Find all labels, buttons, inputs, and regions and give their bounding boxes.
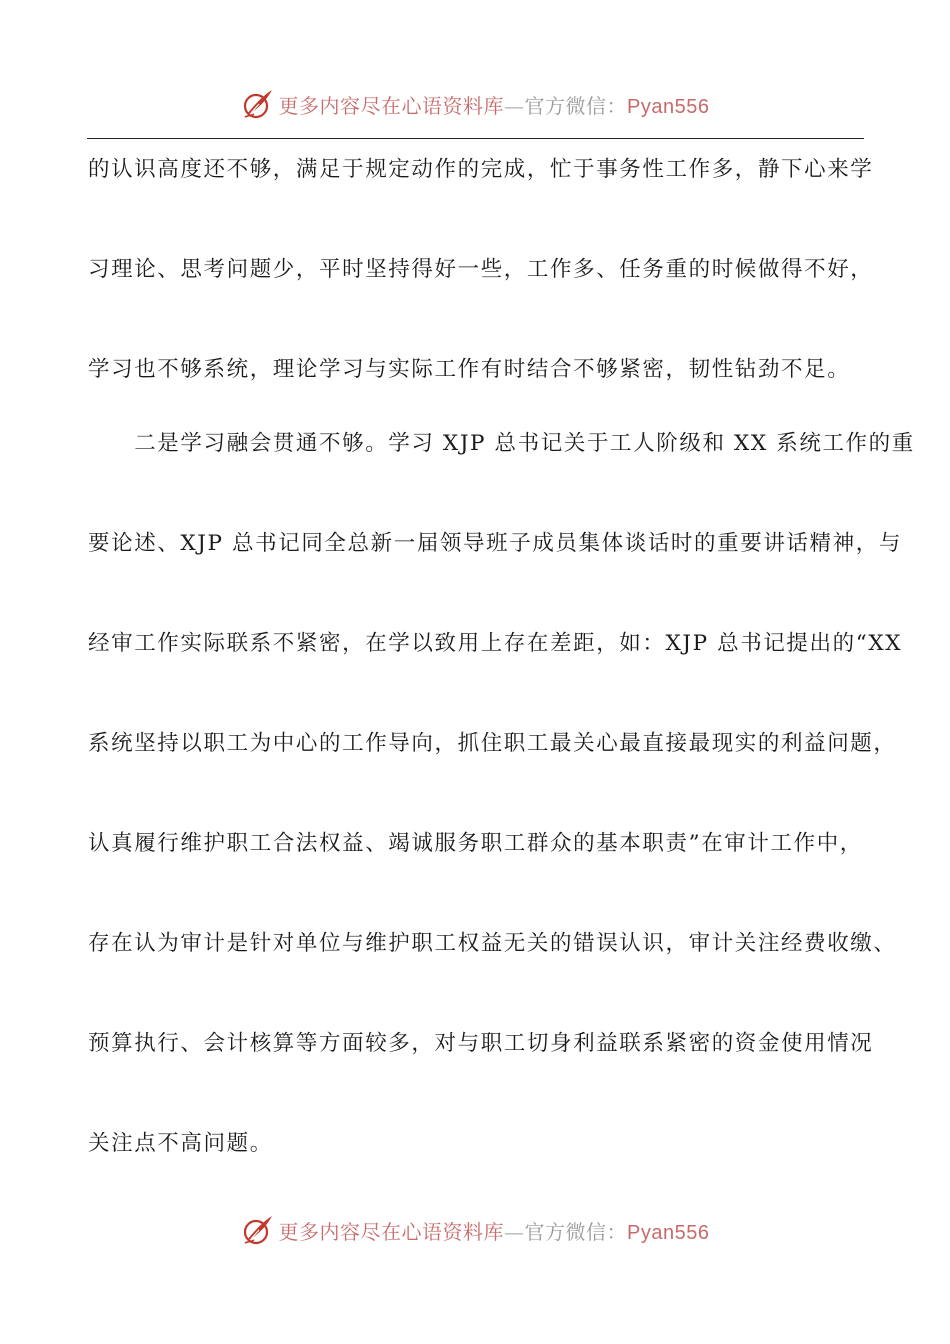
header-wechat-label: 官方微信： [524, 93, 628, 118]
header-separator: — [504, 93, 525, 118]
body-line-10: 预算执行、会计核算等方面较多，对与职工切身利益联系紧密的资金使用情况 [88, 1031, 874, 1056]
body-line-4: 二是学习融会贯通不够。学习 XJP 总书记关于工人阶级和 XX 系统工作的重 [88, 431, 915, 456]
footer-separator: — [504, 1219, 525, 1244]
footer-wechat-label: 官方微信： [524, 1219, 628, 1244]
footer-wechat-id: Pyan556 [627, 1221, 710, 1244]
footer-brand [241, 1213, 710, 1247]
header-text [279, 90, 710, 119]
page-footer [0, 1208, 950, 1252]
body-line-1: 的认识高度还不够，满足于规定动作的完成，忙于事务性工作多，静下心来学 [88, 157, 874, 182]
body-line-8: 认真履行维护职工合法权益、竭诚服务职工群众的基本职责”在审计工作中， [88, 831, 863, 856]
body-line-5: 要论述、XJP 总书记同全总新一届领导班子成员集体谈话时的重要讲话精神，与 [88, 531, 902, 556]
header-brand [241, 87, 710, 121]
header-divider [87, 138, 864, 139]
quill-pen-seal-icon [241, 1213, 275, 1247]
quill-pen-seal-icon [241, 87, 275, 121]
footer-text [279, 1216, 710, 1245]
page-header [0, 82, 950, 126]
header-brand-name: 更多内容尽在心语资料库 [278, 93, 505, 118]
footer-brand-name: 更多内容尽在心语资料库 [278, 1219, 505, 1244]
body-line-11: 关注点不高问题。 [88, 1131, 273, 1156]
header-wechat-id: Pyan556 [627, 95, 710, 118]
body-line-9: 存在认为审计是针对单位与维护职工权益无关的错误认识，审计关注经费收缴、 [88, 931, 897, 956]
body-line-6: 经审工作实际联系不紧密，在学以致用上存在差距，如：XJP 总书记提出的“XX [88, 631, 903, 656]
body-line-3: 学习也不够系统，理论学习与实际工作有时结合不够紧密，韧性钻劲不足。 [88, 357, 851, 382]
body-line-7: 系统坚持以职工为中心的工作导向，抓住职工最关心最直接最现实的利益问题， [88, 731, 897, 756]
body-line-2: 习理论、思考问题少，平时坚持得好一些，工作多、任务重的时候做得不好， [88, 257, 874, 282]
